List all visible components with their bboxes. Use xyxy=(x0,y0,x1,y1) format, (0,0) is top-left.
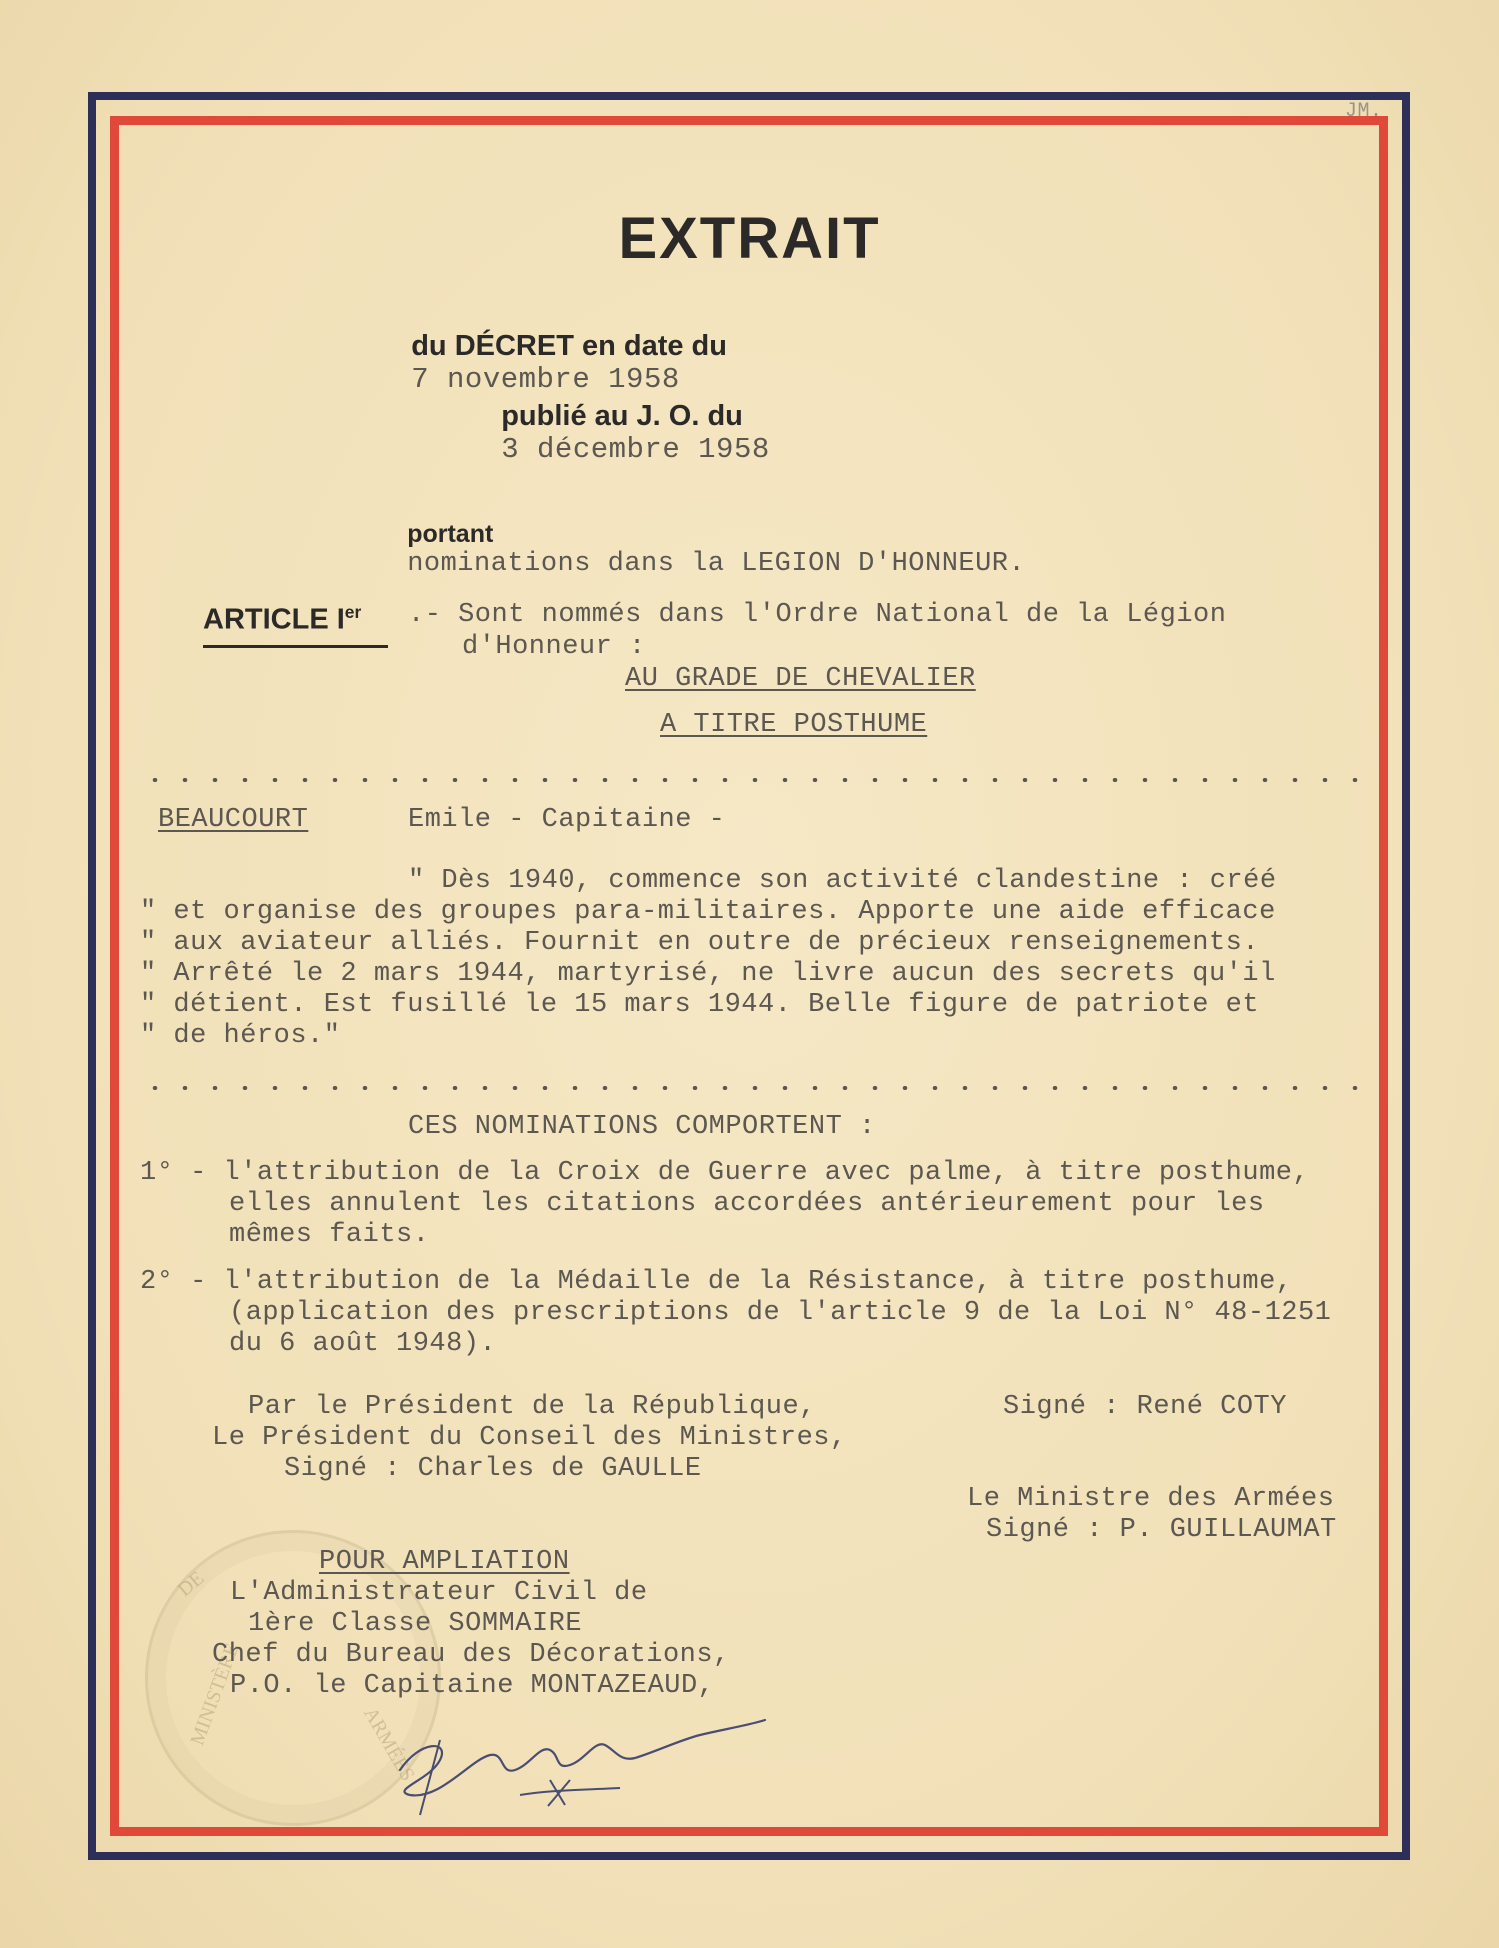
article-text-line2: d'Honneur : xyxy=(462,632,646,662)
embossed-seal-icon: MINISTÈRE DE ARMÉES xyxy=(145,1530,441,1826)
decret-prefix: du DÉCRET en date du xyxy=(411,330,727,362)
coty-signature: Signé : René COTY xyxy=(1003,1392,1287,1422)
nomination-item1-line: mêmes faits. xyxy=(229,1220,430,1250)
citation-line: " de héros." xyxy=(140,1021,341,1051)
nominee-given: Emile - Capitaine - xyxy=(408,805,726,835)
nomination-item1-line: elles annulent les citations accordées antérieurement pour les xyxy=(229,1189,1265,1219)
ampliation-line: L'Administrateur Civil de xyxy=(230,1578,648,1608)
publie-date: 3 décembre 1958 xyxy=(501,433,770,466)
nomination-item2-line: 2° - l'attribution de la Médaille de la Résistance, à titre posthume, xyxy=(140,1267,1293,1297)
ministre-line: Signé : P. GUILLAUMAT xyxy=(986,1515,1337,1545)
citation-line: " Arrêté le 2 mars 1944, martyrisé, ne livre aucun des secrets qu'il xyxy=(140,959,1276,989)
president-line: Le Président du Conseil des Ministres, xyxy=(212,1423,847,1453)
article-label xyxy=(203,602,361,637)
ampliation-heading: POUR AMPLIATION xyxy=(319,1547,570,1577)
nominations-heading: CES NOMINATIONS COMPORTENT : xyxy=(408,1112,876,1142)
publie-line xyxy=(482,382,770,466)
portant-prefix: portant xyxy=(407,520,494,548)
nominee-surname: BEAUCOURT xyxy=(158,805,309,835)
portant-text: nominations dans la LEGION D'HONNEUR. xyxy=(407,549,1026,579)
ampliation-line: Chef du Bureau des Décorations, xyxy=(212,1640,730,1670)
decret-date: 7 novembre 1958 xyxy=(411,363,680,396)
article-underline xyxy=(203,645,388,648)
nomination-item2-line: du 6 août 1948). xyxy=(229,1329,497,1359)
ministre-line: Le Ministre des Armées xyxy=(967,1484,1335,1514)
article-titre: A TITRE POSTHUME xyxy=(660,710,928,740)
citation-line: " détient. Est fusillé le 15 mars 1944. Belle figure de patriote et xyxy=(140,990,1260,1020)
citation-line: " et organise des groupes para-militaires. Apporte une aide efficace xyxy=(140,897,1276,927)
portant-line xyxy=(388,502,1025,579)
president-line: Par le Président de la République, xyxy=(248,1392,816,1422)
handwritten-signature-icon xyxy=(380,1700,780,1820)
article-text-line1: .- Sont nommés dans l'Ordre National de la Légion xyxy=(408,600,1227,630)
ampliation-line: 1ère Classe SOMMAIRE xyxy=(248,1609,583,1639)
article-label-sup: er xyxy=(344,602,362,622)
document-title: EXTRAIT xyxy=(618,206,881,271)
president-line: Signé : Charles de GAULLE xyxy=(284,1454,702,1484)
article-grade: AU GRADE DE CHEVALIER xyxy=(625,664,976,694)
corner-mark: JM. xyxy=(1345,100,1383,123)
dotted-separator-top xyxy=(140,778,1380,782)
nomination-item1-line: 1° - l'attribution de la Croix de Guerre avec palme, à titre posthume, xyxy=(140,1158,1310,1188)
publie-prefix: publié au J. O. du xyxy=(501,400,743,432)
citation-line: " Dès 1940, commence son activité clandestine : créé xyxy=(408,866,1277,896)
nomination-item2-line: (application des prescriptions de l'article 9 de la Loi N° 48-1251 xyxy=(229,1298,1332,1328)
ampliation-line: P.O. le Capitaine MONTAZEAUD, xyxy=(230,1671,715,1701)
dotted-separator-bottom xyxy=(140,1086,1380,1090)
citation-line: " aux aviateur alliés. Fournit en outre de précieux renseignements. xyxy=(140,928,1260,958)
article-label-text: ARTICLE I xyxy=(203,603,345,636)
